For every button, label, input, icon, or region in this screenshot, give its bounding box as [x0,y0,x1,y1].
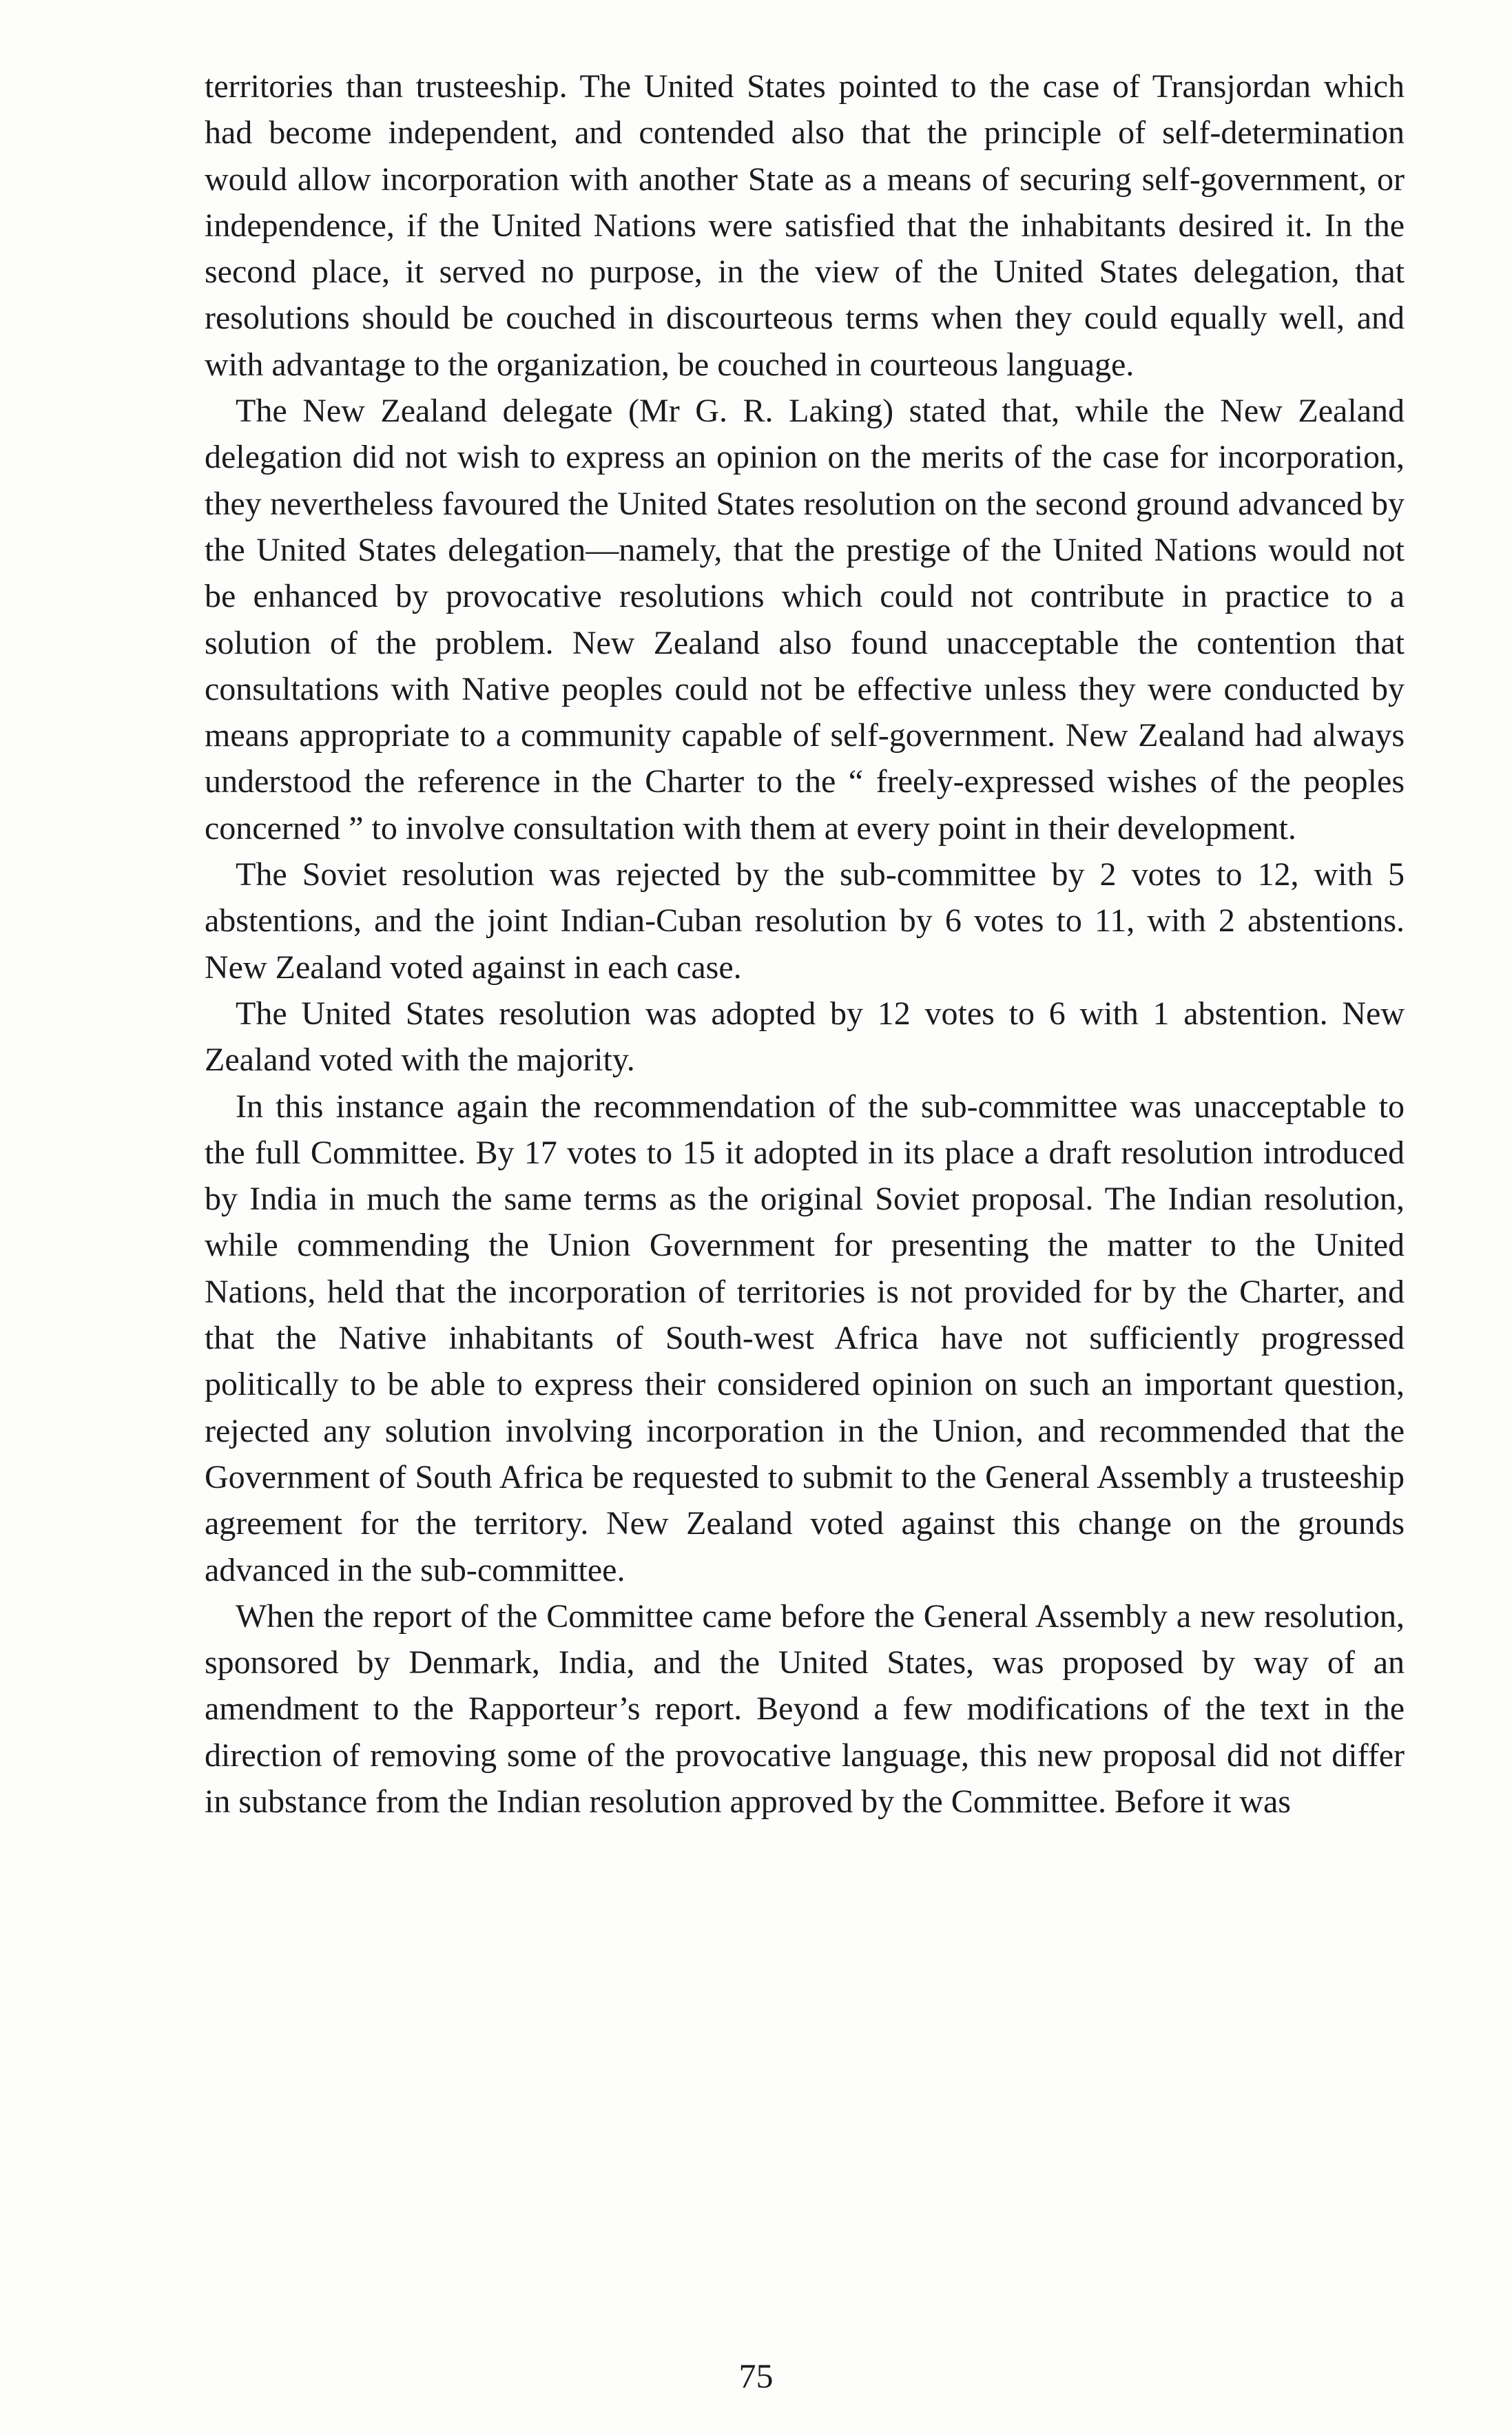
paragraph-full-committee: In this instance again the recommendation of the sub-committee was unacceptable to the full Committee. By 17 votes to 15 it adopted in its place a draft resolution introduced by India in much the same terms as the original Soviet proposal. The Indian resolution, while commending the Union Government for presenting the matter to the United Nations, held that the incorporation of territories is not provided for by the Charter, and that the Native inhabitants of South-west Africa have not sufficiently progressed politically to be able to express their considered opinion on such an important question, rejected any solution involving incorporation in the Union, and recommended that the Government of South Africa be requested to submit to the General Assembly a trusteeship agreement for the territory. New Zealand voted against this change on the grounds advanced in the sub-committee. [205,1088,1405,1588]
paragraph-united-states-resolution: The United States resolution was adopted by 12 votes to 6 with 1 abstention. New Zealand voted with the majority. [205,995,1405,1079]
paragraph-general-assembly: When the report of the Committee came before the General Assembly a new resolution, sponsored by Denmark, India, and the United States, was proposed by way of an amendment to the Rapporteur’s report. Beyond a few modifications of the text in the direction of removing some of the provocative language, this new proposal did not differ in substance from the Indian resolution approved by the Committee. Before it was [205,1597,1405,1820]
paragraph-continuation: territories than trusteeship. The United States pointed to the case of Transjordan which had become independent, and contended also that the principle of self-determination would allow incorporation with another State as a means of securing self-government, or independence, if the United Nations were satisfied that the inhabitants desired it. In the second place, it served no purpose, in the view of the United States delegation, that resolutions should be couched in discourteous terms when they could equally well, and with advantage to the organization, be couched in courteous language. [205,68,1405,383]
paragraph-new-zealand-delegate: The New Zealand delegate (Mr G. R. Laking) stated that, while the New Zealand delegation did not wish to express an opinion on the merits of the case for incorporation, they nevertheless favoured the United States resolution on the second ground advanced by the United States delegation—namely, that the prestige of the United Nations would not be enhanced by provocative resolutions which could not contribute in practice to a solution of the problem. New Zealand also found unacceptable the contention that consultations with Native peoples could not be effective unless they were conducted by means appropriate to a community capable of self-government. New Zealand had always understood the reference in the Charter to the “ freely-expressed wishes of the peoples concerned ” to involve consultation with them at every point in their development. [205,393,1405,847]
paragraph-soviet-resolution: The Soviet resolution was rejected by the sub-committee by 2 votes to 12, with 5 abstentions, and the joint Indian-Cuban resolution by 6 votes to 11, with 2 abstentions. New Zealand voted against in each case. [205,856,1405,986]
page-number: 75 [738,2356,774,2395]
body-text [205,63,1405,1825]
